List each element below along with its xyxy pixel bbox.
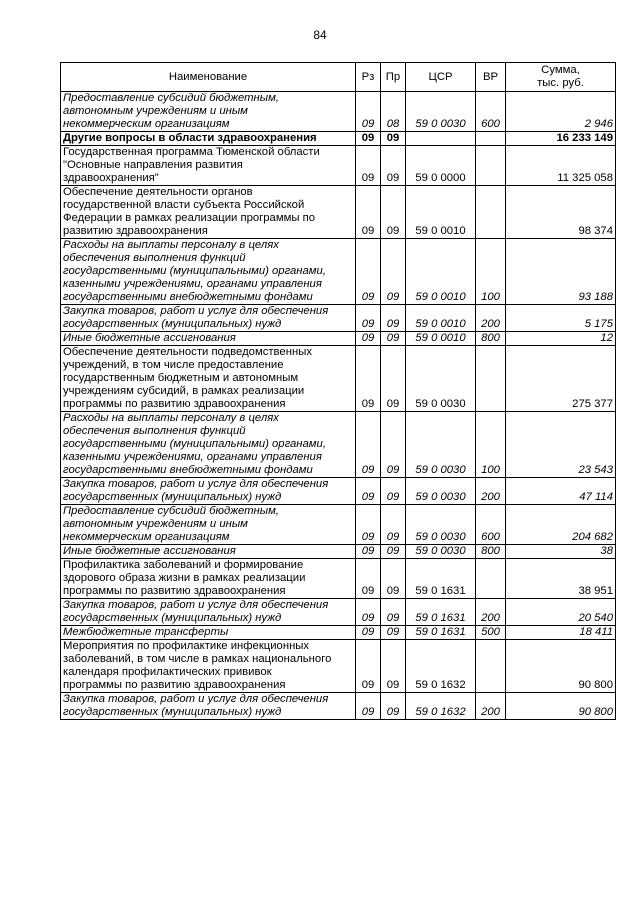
header-vr: ВР	[476, 63, 506, 92]
row-name-line: учреждениям субсидий, в рамках реализации	[63, 385, 305, 397]
row-rz: 09	[356, 626, 381, 640]
table-row	[61, 346, 616, 412]
row-name-line: учреждений, в том числе предоставление	[63, 359, 284, 371]
row-pr: 09	[381, 505, 406, 545]
table-row	[61, 332, 616, 346]
row-sum: 23 543	[506, 412, 616, 478]
row-csr: 59 0 0010	[406, 332, 476, 346]
row-pr: 09	[381, 412, 406, 478]
row-sum: 98 374	[506, 186, 616, 239]
row-csr: 59 0 0030	[406, 505, 476, 545]
row-vr	[476, 640, 506, 693]
row-vr: 600	[476, 505, 506, 545]
row-vr	[476, 346, 506, 412]
row-name-line: автономным учреждениям и иным	[63, 105, 248, 117]
row-name	[61, 693, 356, 720]
row-name-line: Закупка товаров, работ и услуг для обеспечения	[63, 599, 329, 611]
row-name-line: Обеспечение деятельности органов	[63, 186, 253, 198]
row-rz: 09	[356, 640, 381, 693]
table-row	[61, 599, 616, 626]
row-sum: 20 540	[506, 599, 616, 626]
row-csr: 59 0 1632	[406, 693, 476, 720]
row-rz: 09	[356, 693, 381, 720]
row-sum: 38	[506, 545, 616, 559]
row-name-line: Государственная программа Тюменской области	[63, 146, 320, 158]
row-rz: 09	[356, 599, 381, 626]
row-name	[61, 332, 356, 346]
row-vr	[476, 132, 506, 146]
row-name-line: Профилактика заболеваний и формирование	[63, 559, 304, 571]
row-name-line: Иные бюджетные ассигнования	[63, 545, 236, 557]
row-name-line: календаря профилактических прививок	[63, 666, 272, 678]
table-row	[61, 505, 616, 545]
row-pr: 09	[381, 239, 406, 305]
row-vr: 100	[476, 412, 506, 478]
row-vr: 500	[476, 626, 506, 640]
row-name	[61, 305, 356, 332]
row-pr: 09	[381, 478, 406, 505]
row-name	[61, 412, 356, 478]
row-sum: 93 188	[506, 239, 616, 305]
row-rz: 09	[356, 239, 381, 305]
row-rz: 09	[356, 545, 381, 559]
row-pr: 09	[381, 559, 406, 599]
row-vr	[476, 146, 506, 186]
table-row	[61, 559, 616, 599]
table-row	[61, 239, 616, 305]
table-row	[61, 478, 616, 505]
row-name-line: развитию здравоохранения	[63, 225, 208, 237]
row-name	[61, 132, 356, 146]
row-name-line: Иные бюджетные ассигнования	[63, 332, 236, 344]
row-name	[61, 559, 356, 599]
row-name-line: здравоохранения"	[63, 172, 159, 184]
row-name-line: заболеваний, в том числе в рамках национального	[63, 653, 332, 665]
table-row	[61, 412, 616, 478]
row-name-line: Предоставление субсидий бюджетным,	[63, 92, 279, 104]
table-row	[61, 545, 616, 559]
row-name-line: Федерации в рамках реализации программы по	[63, 212, 316, 224]
row-name-line: государственных (муниципальных) нужд	[63, 612, 282, 624]
row-name-line: государственных (муниципальных) нужд	[63, 491, 282, 503]
row-pr: 09	[381, 545, 406, 559]
row-name	[61, 626, 356, 640]
row-name	[61, 505, 356, 545]
row-pr: 08	[381, 92, 406, 132]
row-vr: 800	[476, 332, 506, 346]
row-name-line: программы по развитию здравоохранения	[63, 585, 286, 597]
row-vr: 800	[476, 545, 506, 559]
row-name-line: здорового образа жизни в рамках реализации	[63, 572, 306, 584]
row-csr: 59 0 1632	[406, 640, 476, 693]
row-sum: 12	[506, 332, 616, 346]
row-name-line: государственных (муниципальных) нужд	[63, 706, 282, 718]
row-name-line: обеспечения выполнения функций	[63, 425, 246, 437]
row-csr: 59 0 1631	[406, 626, 476, 640]
row-name	[61, 239, 356, 305]
row-csr: 59 0 0010	[406, 305, 476, 332]
table-row	[61, 186, 616, 239]
table-row	[61, 305, 616, 332]
header-pr: Пр	[381, 63, 406, 92]
row-csr: 59 0 0030	[406, 412, 476, 478]
row-vr: 200	[476, 478, 506, 505]
row-name	[61, 92, 356, 132]
row-name	[61, 640, 356, 693]
row-pr: 09	[381, 693, 406, 720]
row-sum: 47 114	[506, 478, 616, 505]
row-name-line: Предоставление субсидий бюджетным,	[63, 505, 279, 517]
table-row	[61, 132, 616, 146]
row-name-line: государственными внебюджетными фондами	[63, 291, 313, 303]
row-name-line: Закупка товаров, работ и услуг для обеспечения	[63, 693, 329, 705]
row-name-line: Межбюджетные трансферты	[63, 626, 229, 638]
row-name	[61, 346, 356, 412]
row-rz: 09	[356, 559, 381, 599]
row-rz: 09	[356, 478, 381, 505]
table-header-row	[61, 63, 616, 92]
row-name-line: программы по развитию здравоохранения	[63, 398, 286, 410]
row-name-line: некоммерческим организациям	[63, 531, 230, 543]
row-rz: 09	[356, 132, 381, 146]
row-csr: 59 0 1631	[406, 559, 476, 599]
row-name-line: Расходы на выплаты персоналу в целях	[63, 412, 279, 424]
row-name-line: некоммерческим организациям	[63, 118, 230, 130]
row-name-line: Другие вопросы в области здравоохранения	[63, 132, 317, 144]
row-pr: 09	[381, 305, 406, 332]
row-csr: 59 0 1631	[406, 599, 476, 626]
header-sum-line1: Сумма,	[541, 64, 580, 76]
row-vr: 200	[476, 305, 506, 332]
row-name-line: государственным бюджетным и автономным	[63, 372, 299, 384]
row-vr: 600	[476, 92, 506, 132]
table-row	[61, 640, 616, 693]
header-name: Наименование	[61, 63, 356, 92]
row-name	[61, 146, 356, 186]
row-csr: 59 0 0030	[406, 92, 476, 132]
row-pr: 09	[381, 599, 406, 626]
row-name-line: Обеспечение деятельности подведомственных	[63, 346, 312, 358]
row-sum: 90 800	[506, 693, 616, 720]
row-vr	[476, 559, 506, 599]
row-csr	[406, 132, 476, 146]
row-sum: 275 377	[506, 346, 616, 412]
row-sum: 2 946	[506, 92, 616, 132]
table-row	[61, 146, 616, 186]
row-sum: 16 233 149	[506, 132, 616, 146]
row-vr: 100	[476, 239, 506, 305]
row-rz: 09	[356, 186, 381, 239]
row-pr: 09	[381, 640, 406, 693]
row-name-line: Закупка товаров, работ и услуг для обеспечения	[63, 478, 329, 490]
row-csr: 59 0 0010	[406, 239, 476, 305]
row-name-line: обеспечения выполнения функций	[63, 252, 246, 264]
row-name	[61, 478, 356, 505]
row-sum: 90 800	[506, 640, 616, 693]
row-name-line: программы по развитию здравоохранения	[63, 679, 286, 691]
row-name	[61, 545, 356, 559]
row-pr: 09	[381, 132, 406, 146]
row-name-line: Мероприятия по профилактике инфекционных	[63, 640, 310, 652]
row-pr: 09	[381, 146, 406, 186]
row-name-line: "Основные направления развития	[63, 159, 243, 171]
row-pr: 09	[381, 346, 406, 412]
row-sum: 11 325 058	[506, 146, 616, 186]
row-name-line: казенными учреждениями, органами управления	[63, 451, 322, 463]
table-row	[61, 693, 616, 720]
row-name	[61, 186, 356, 239]
row-vr	[476, 186, 506, 239]
row-name	[61, 599, 356, 626]
row-sum: 18 411	[506, 626, 616, 640]
row-name-line: государственными внебюджетными фондами	[63, 464, 313, 476]
row-rz: 09	[356, 92, 381, 132]
row-rz: 09	[356, 305, 381, 332]
budget-table	[60, 62, 616, 720]
row-sum: 38 951	[506, 559, 616, 599]
row-rz: 09	[356, 412, 381, 478]
row-name-line: Расходы на выплаты персоналу в целях	[63, 239, 279, 251]
row-csr: 59 0 0000	[406, 146, 476, 186]
row-name-line: государственных (муниципальных) нужд	[63, 318, 282, 330]
row-rz: 09	[356, 346, 381, 412]
header-csr: ЦСР	[406, 63, 476, 92]
row-name-line: автономным учреждениям и иным	[63, 518, 248, 530]
row-pr: 09	[381, 626, 406, 640]
row-csr: 59 0 0030	[406, 478, 476, 505]
row-vr: 200	[476, 693, 506, 720]
row-rz: 09	[356, 146, 381, 186]
row-pr: 09	[381, 186, 406, 239]
row-name-line: государственной власти субъекта Российской	[63, 199, 305, 211]
row-sum: 5 175	[506, 305, 616, 332]
page-number: 84	[313, 28, 327, 42]
row-rz: 09	[356, 505, 381, 545]
row-name-line: государственными (муниципальными) органами,	[63, 265, 326, 277]
row-csr: 59 0 0030	[406, 346, 476, 412]
row-name-line: Закупка товаров, работ и услуг для обеспечения	[63, 305, 329, 317]
table-row	[61, 626, 616, 640]
row-csr: 59 0 0030	[406, 545, 476, 559]
table-row	[61, 92, 616, 132]
row-pr: 09	[381, 332, 406, 346]
row-name-line: казенными учреждениями, органами управления	[63, 278, 322, 290]
row-sum: 204 682	[506, 505, 616, 545]
header-sum-line2: тыс. руб.	[537, 77, 584, 89]
header-rz: Рз	[356, 63, 381, 92]
row-name-line: государственными (муниципальными) органами,	[63, 438, 326, 450]
row-csr: 59 0 0010	[406, 186, 476, 239]
row-rz: 09	[356, 332, 381, 346]
row-vr: 200	[476, 599, 506, 626]
header-sum	[506, 63, 616, 92]
